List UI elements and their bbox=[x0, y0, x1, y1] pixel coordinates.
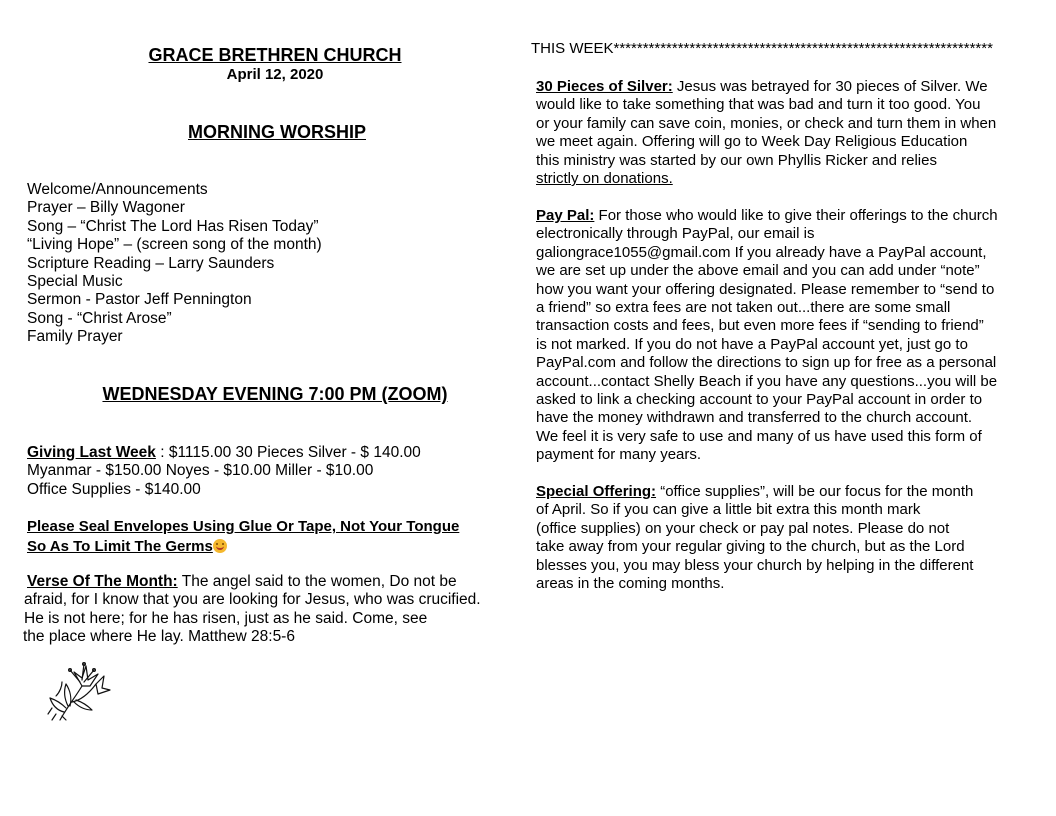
seal-note-line bbox=[27, 537, 459, 557]
giving-total: : $1115.00 30 Pieces Silver - $ 140.00 bbox=[155, 444, 421, 461]
paypal-line: payment for many years. bbox=[536, 446, 702, 464]
church-name: GRACE BRETHREN CHURCH bbox=[148, 45, 402, 65]
service-item: Song - “Christ Arose” bbox=[27, 309, 172, 327]
verse-of-the-month bbox=[23, 573, 481, 647]
silver-line: we meet again. Offering will go to Week Day Religious Education bbox=[536, 133, 968, 151]
giving-line: Myanmar - $150.00 Noyes - $10.00 Miller - $10.00 bbox=[27, 462, 374, 480]
paypal-line: a friend” so extra fees are not taken out...there are some small bbox=[536, 299, 951, 317]
silver-line: would like to take something that was bad and turn it too good. You bbox=[536, 96, 981, 114]
seal-note-text: So As To Limit The Germs bbox=[27, 537, 213, 555]
paypal-line: galiongrace1055@gmail.com If you already have a PayPal account, bbox=[536, 243, 987, 261]
verse-line bbox=[23, 573, 481, 591]
silver-label: 30 Pieces of Silver: bbox=[536, 78, 673, 95]
giving-line: Office Supplies - $140.00 bbox=[27, 480, 201, 498]
paypal-line: asked to link a checking account to your PayPal account in order to bbox=[536, 391, 983, 409]
silver-text: Jesus was betrayed for 30 pieces of Silver. We bbox=[672, 78, 988, 95]
verse-line: He is not here; for he has risen, just as he said. Come, see bbox=[24, 609, 428, 627]
paypal-line: transaction costs and fees, but even more fees if “sending to friend” bbox=[536, 317, 984, 335]
order-of-service bbox=[27, 181, 322, 347]
silver-line bbox=[536, 78, 996, 96]
service-item: Special Music bbox=[27, 273, 123, 291]
wednesday-evening-heading: WEDNESDAY EVENING 7:00 PM (ZOOM) bbox=[102, 384, 448, 404]
paypal-line: account...contact Shelly Beach if you have any questions...you will be bbox=[536, 372, 998, 390]
giving-last-week bbox=[27, 444, 421, 499]
lily-flower-icon bbox=[46, 656, 112, 722]
silver-line: or your family can save coin, monies, or check and turn them in when bbox=[536, 114, 997, 132]
paypal-line: is not marked. If you do not have a PayPal account yet, just go to bbox=[536, 335, 968, 353]
special-text: “office supplies”, will be our focus for the month bbox=[656, 483, 974, 500]
paypal-line: We feel it is very safe to use and many of us have used this form of bbox=[536, 427, 982, 445]
silver-line: this ministry was started by our own Phyllis Ricker and relies bbox=[536, 151, 937, 169]
paypal-text: For those who would like to give their offerings to the church bbox=[594, 207, 998, 224]
service-item: Family Prayer bbox=[27, 328, 123, 346]
seal-note-line: Please Seal Envelopes Using Glue Or Tape, Not Your Tongue bbox=[27, 518, 460, 535]
smiling-face-emoji-icon bbox=[213, 539, 227, 553]
paypal-line: electronically through PayPal, our email is bbox=[536, 225, 815, 243]
paypal-line: how you want your offering designated. Please remember to “send to bbox=[536, 280, 995, 298]
silver-line: strictly on donations. bbox=[536, 170, 673, 188]
special-label: Special Offering: bbox=[536, 483, 657, 500]
special-line: of April. So if you can give a little bit extra this month mark bbox=[536, 501, 921, 519]
verse-text: The angel said to the women, Do not be bbox=[177, 573, 457, 590]
verse-line: afraid, for I know that you are looking for Jesus, who was crucified. bbox=[24, 591, 481, 609]
giving-line bbox=[27, 444, 421, 462]
paypal-line: PayPal.com and follow the directions to sign up for free as a personal bbox=[536, 354, 997, 372]
special-line: areas in the coming months. bbox=[536, 575, 725, 593]
service-date: April 12, 2020 bbox=[226, 66, 324, 83]
verse-label: Verse Of The Month: bbox=[27, 573, 178, 590]
verse-line: the place where He lay. Matthew 28:5-6 bbox=[23, 628, 295, 646]
thirty-pieces-of-silver-section bbox=[536, 78, 996, 188]
paypal-line bbox=[536, 207, 998, 225]
service-item: Welcome/Announcements bbox=[27, 181, 208, 198]
service-item: Song – “Christ The Lord Has Risen Today” bbox=[27, 217, 319, 235]
giving-label: Giving Last Week bbox=[27, 444, 156, 461]
morning-worship-heading: MORNING WORSHIP bbox=[188, 122, 366, 142]
special-line bbox=[536, 483, 973, 501]
service-item: Prayer – Billy Wagoner bbox=[27, 199, 185, 217]
special-line: blesses you, you may bless your church by helping in the different bbox=[536, 556, 974, 574]
pay-pal-section bbox=[536, 207, 998, 465]
this-week-heading: THIS WEEK***************************************************************** bbox=[531, 40, 993, 57]
seal-envelopes-note bbox=[27, 517, 459, 556]
paypal-label: Pay Pal: bbox=[536, 207, 595, 224]
special-line: take away from your regular giving to the church, but as the Lord bbox=[536, 538, 965, 556]
service-item: “Living Hope” – (screen song of the month) bbox=[27, 236, 322, 254]
service-item: Scripture Reading – Larry Saunders bbox=[27, 254, 275, 272]
special-line: (office supplies) on your check or pay pal notes. Please do not bbox=[536, 519, 950, 537]
paypal-line: we are set up under the above email and you can add under “note” bbox=[536, 262, 980, 280]
special-offering-section bbox=[536, 483, 973, 593]
service-item: Sermon - Pastor Jeff Pennington bbox=[27, 291, 252, 309]
paypal-line: have the money withdrawn and transferred to the church account. bbox=[536, 409, 973, 427]
